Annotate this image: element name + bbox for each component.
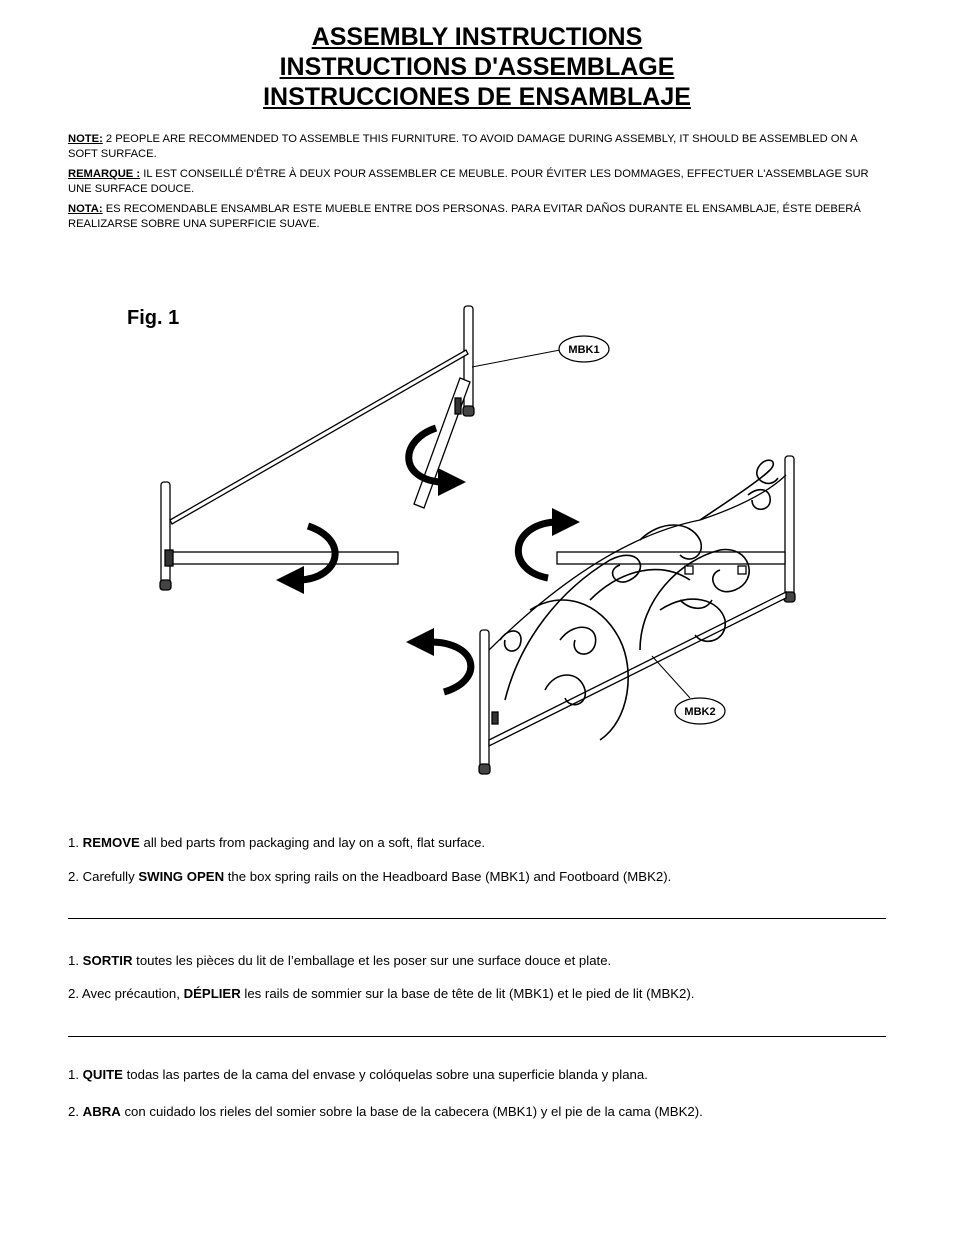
title-english: ASSEMBLY INSTRUCTIONS (311, 23, 643, 51)
right-post (464, 306, 473, 414)
note-label: NOTE: (68, 133, 103, 145)
note-text: 2 PEOPLE ARE RECOMMENDED TO ASSEMBLE THIS FURNITURE. TO AVOID DAMAGE DURING ASSEMBLY, IT SHOULD BE ASSEMBLED ON A SOFT SURFACE. (68, 133, 857, 160)
step-keyword: DÉPLIER (183, 986, 241, 1001)
divider (68, 918, 886, 919)
step-keyword: SORTIR (82, 953, 133, 968)
scroll-ornaments (500, 460, 778, 740)
headboard-base (160, 306, 474, 590)
step-keyword: ABRA (82, 1104, 121, 1119)
note-spanish (68, 202, 888, 232)
step-es-2 (68, 1104, 888, 1120)
assembly-illustration (0, 290, 954, 800)
rail-bracket (738, 566, 746, 574)
left-post (161, 482, 170, 586)
footboard-right-post (785, 456, 794, 596)
step-prefix: 2. Carefully (68, 869, 139, 884)
step-text: toutes les pièces du lit de l’emballage et les poser sur une surface douce et plate. (132, 953, 612, 968)
footboard-bottom-rail (489, 592, 786, 746)
callout-mbk2: MBK2 (684, 706, 716, 718)
step-prefix: 1. (68, 835, 83, 850)
callout-leader (472, 350, 560, 367)
step-text: todas las partes de la cama del envase y colóquelas sobre una superficie blanda y plana. (122, 1067, 648, 1082)
note-english (68, 132, 888, 162)
swing-arrow-icon (518, 522, 566, 578)
rail-bracket (492, 712, 498, 724)
note-label: NOTA: (68, 203, 103, 215)
step-en-1 (68, 835, 888, 851)
step-fr-1 (68, 953, 888, 969)
note-text: IL EST CONSEILLÉ D'ÊTRE À DEUX POUR ASSEMBLER CE MEUBLE. POUR ÉVITER LES DOMMAGES, EFFECTUER L'ASSEMBLAGE SUR UNE SURFACE DOUCE. (68, 168, 869, 195)
left-foot (160, 580, 171, 590)
step-prefix: 1. (68, 953, 83, 968)
notes-block (68, 132, 888, 237)
box-spring-rail-footboard (557, 552, 785, 564)
footboard-left-post (480, 630, 489, 770)
step-en-2 (68, 869, 888, 885)
note-french (68, 167, 888, 197)
box-spring-rail-left (168, 552, 398, 564)
footboard (479, 456, 795, 774)
step-text: les rails de sommier sur la base de tête de lit (MBK1) et le pied de lit (MBK2). (240, 986, 695, 1001)
note-label: REMARQUE : (68, 168, 141, 180)
divider (68, 1036, 886, 1037)
callout-mbk1: MBK1 (568, 344, 600, 356)
title-spanish: INSTRUCCIONES DE ENSAMBLAJE (263, 83, 691, 111)
footboard-left-foot (479, 764, 490, 774)
step-keyword: QUITE (82, 1067, 123, 1082)
step-text: all bed parts from packaging and lay on a soft, flat surface. (139, 835, 486, 850)
note-text: ES RECOMENDABLE ENSAMBLAR ESTE MUEBLE ENTRE DOS PERSONAS. PARA EVITAR DAÑOS DURANTE EL ENSAMBLAJE, ÉSTE DEBERÁ REALIZARSE SOBRE UNA SUPERFICIE SUAVE. (68, 203, 861, 230)
step-keyword: SWING OPEN (138, 869, 225, 884)
step-prefix: 1. (68, 1067, 83, 1082)
step-keyword: REMOVE (82, 835, 140, 850)
rail-bracket (685, 566, 693, 574)
step-prefix: 2. (68, 1104, 83, 1119)
step-text: con cuidado los rieles del somier sobre la base de la cabecera (MBK1) y el pie de la cama (MBK2). (120, 1104, 703, 1119)
callout-leader (652, 656, 690, 698)
rail-bracket (455, 398, 461, 414)
right-foot (463, 406, 474, 416)
step-fr-2 (68, 986, 888, 1002)
title-french: INSTRUCTIONS D'ASSEMBLAGE (279, 53, 675, 81)
rail-bracket (165, 550, 173, 566)
title-block (0, 22, 954, 112)
swing-arrow-icon (420, 642, 471, 692)
step-es-1 (68, 1067, 888, 1083)
step-text: the box spring rails on the Headboard Base (MBK1) and Footboard (MBK2). (224, 869, 672, 884)
figure-label: Fig. 1 (127, 307, 180, 329)
step-prefix: 2. Avec précaution, (68, 986, 184, 1001)
